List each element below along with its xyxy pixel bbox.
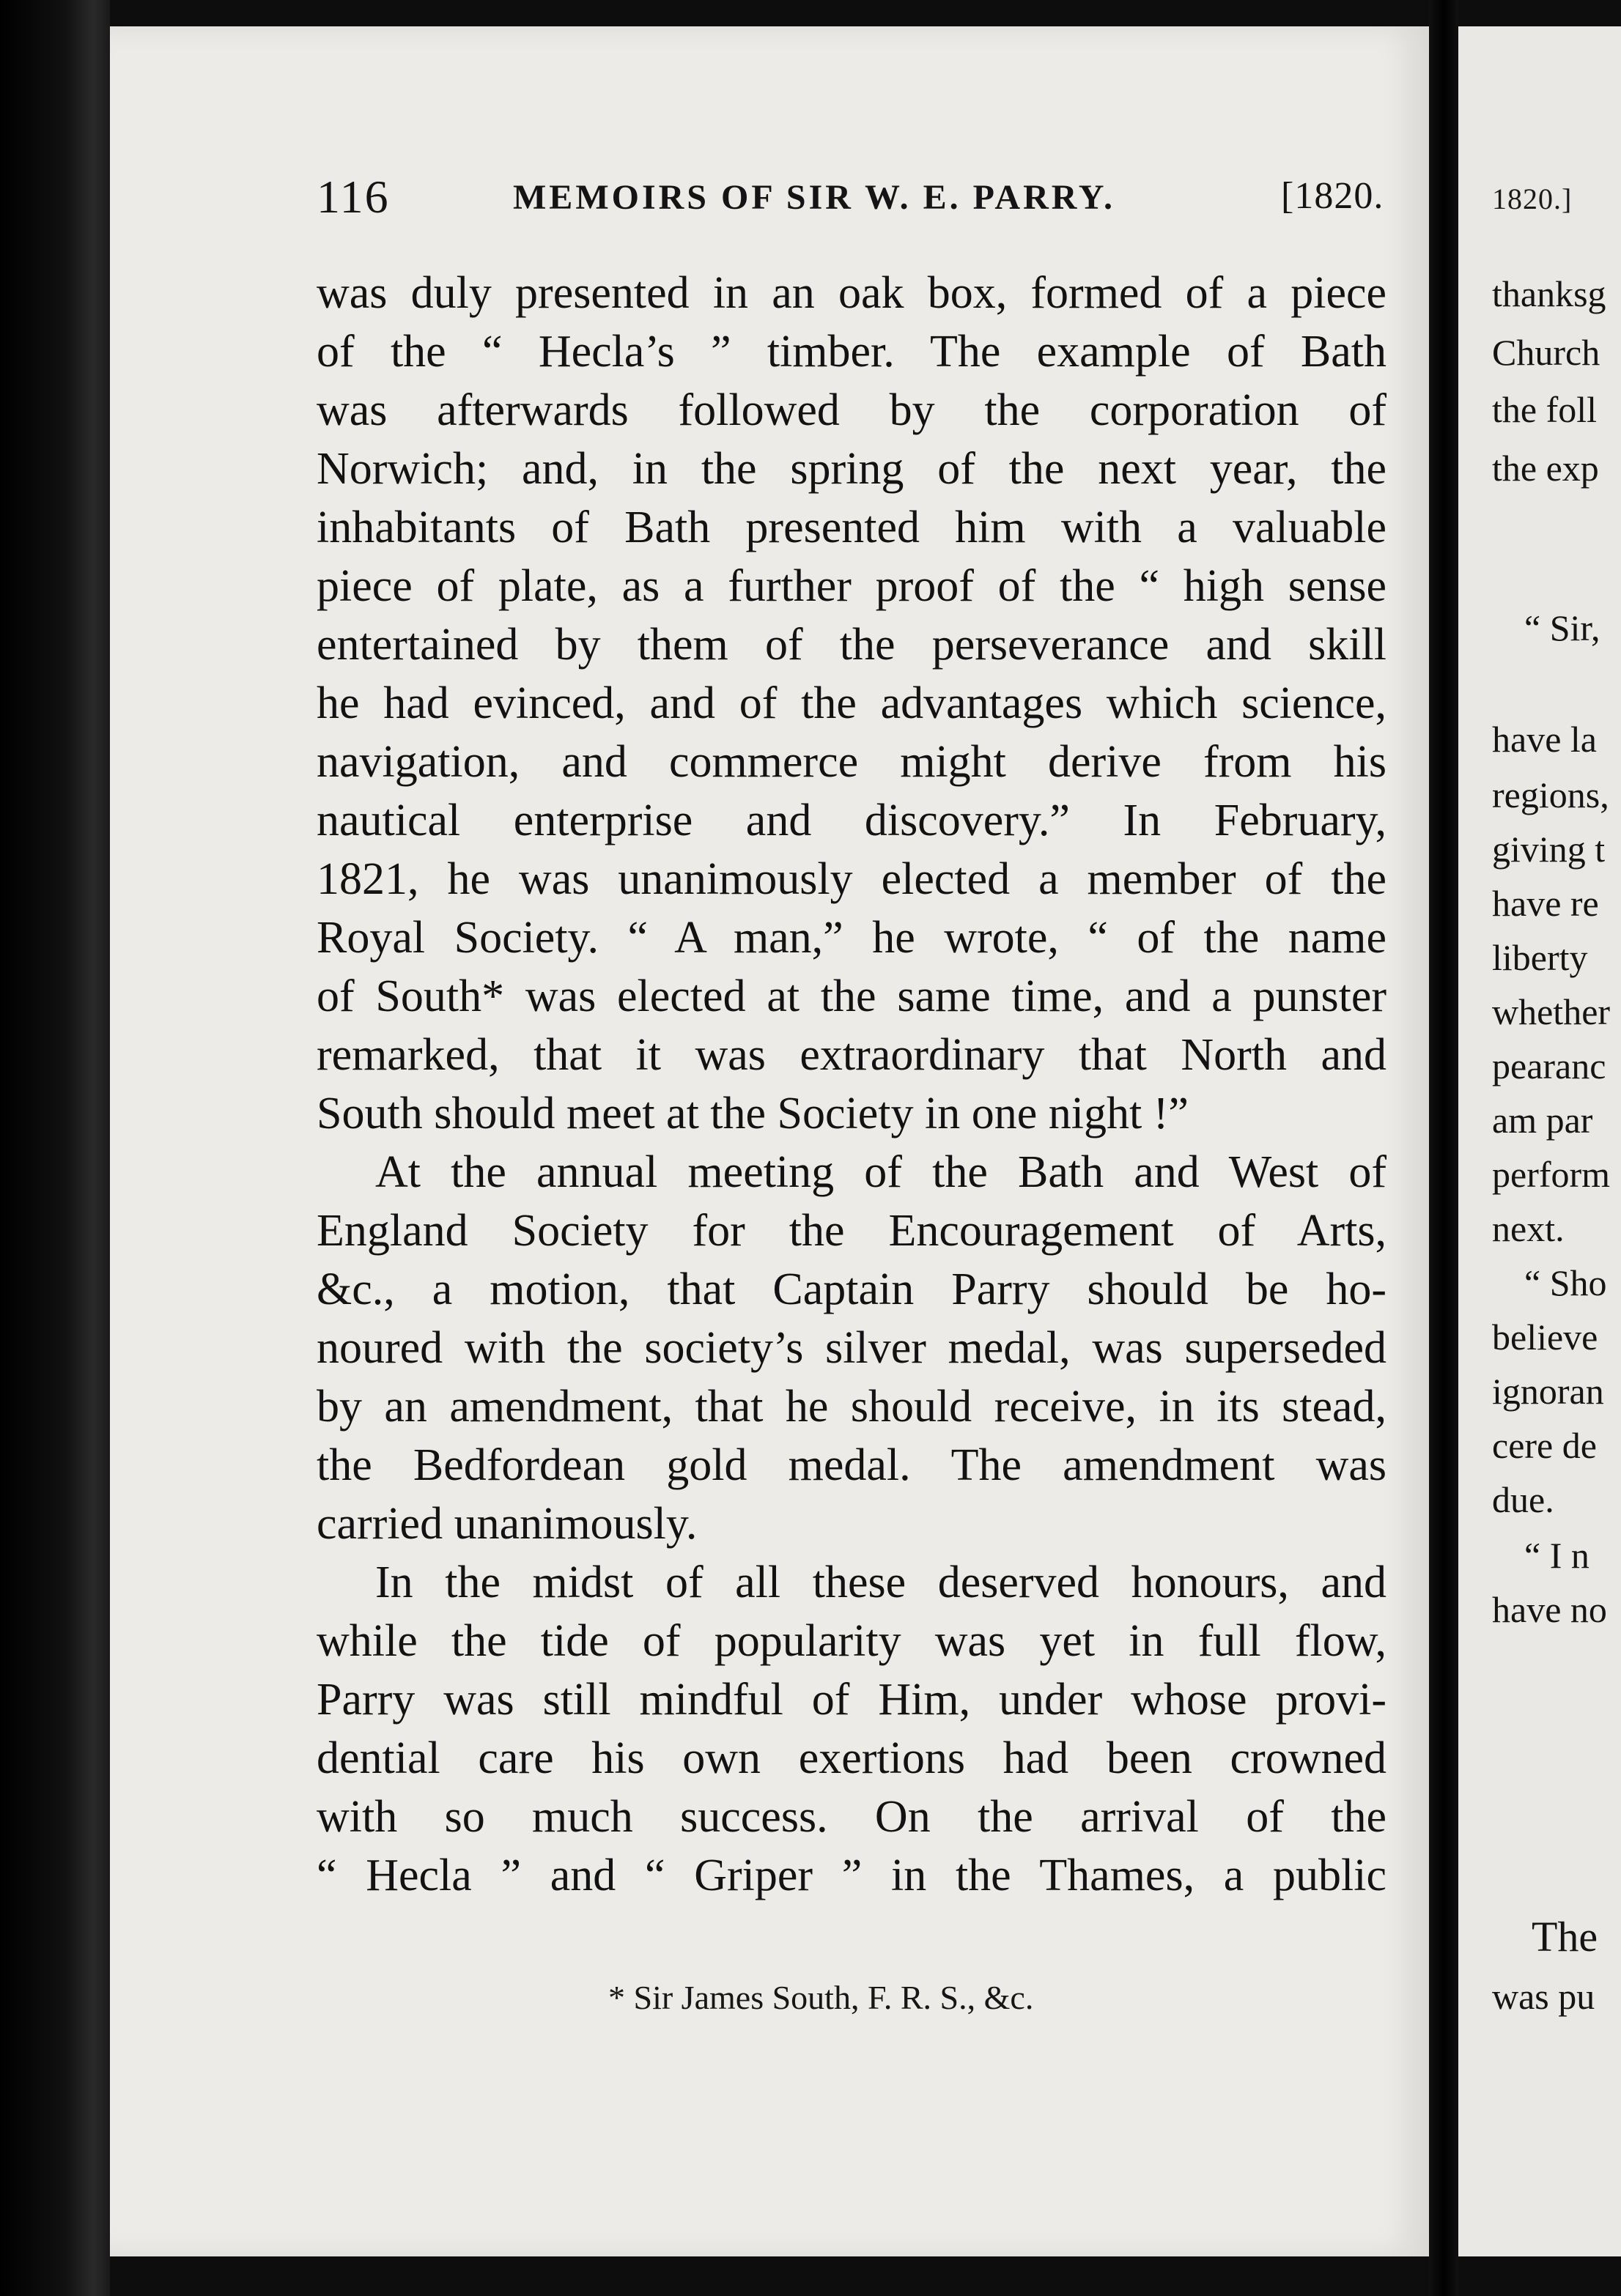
right-text-line: liberty (1492, 937, 1588, 978)
right-text-line: believe (1492, 1317, 1598, 1358)
text-line: Norwich; and, in the spring of the next year, the (317, 444, 1386, 494)
right-text-line: whether (1492, 991, 1611, 1032)
book-edge (0, 0, 110, 2296)
text-line: piece of plate, as a further proof of the “ high sense (317, 561, 1386, 611)
text-line: In the midst of all these deserved honours, and (375, 1558, 1386, 1607)
text-line: &c., a motion, that Captain Parry should be ho- (317, 1264, 1386, 1314)
right-text-line: Church (1492, 332, 1600, 373)
right-text-line: the foll (1492, 389, 1598, 430)
text-line: England Society for the Encouragement of Arts, (317, 1206, 1386, 1256)
text-line: Parry was still mindful of Him, under whose provi- (317, 1675, 1386, 1725)
running-title: MEMOIRS OF SIR W. E. PARRY. (513, 178, 1115, 217)
text-line: nautical enterprise and discovery.” In February, (317, 796, 1386, 845)
right-text-line: The (1532, 1913, 1598, 1960)
text-line: by an amendment, that he should receive, in its stead, (317, 1382, 1386, 1432)
text-line: carried unanimously. (317, 1499, 698, 1549)
running-head (205, 170, 1384, 229)
text-line: “ Hecla ” and “ Griper ” in the Thames, a public (317, 1851, 1386, 1900)
text-line: 1821, he was unanimously elected a member of the (317, 854, 1386, 904)
right-text-line: regions, (1492, 774, 1609, 815)
body-text (317, 264, 1386, 1905)
text-line: was duly presented in an oak box, formed of a piece (317, 268, 1386, 318)
right-text-line: next. (1492, 1208, 1565, 1249)
right-running-year: 1820.] (1492, 182, 1573, 215)
text-line: of South* was elected at the same time, and a punster (317, 971, 1386, 1021)
right-text-line: giving t (1492, 829, 1606, 870)
right-text-line: thanksg (1492, 273, 1606, 314)
right-text-line: have re (1492, 883, 1599, 924)
text-line: was afterwards followed by the corporation of (317, 385, 1386, 435)
text-line: South should meet at the Society in one night !” (317, 1089, 1189, 1138)
right-text-line: cere de (1492, 1425, 1597, 1466)
page-gutter (1429, 0, 1458, 2296)
footnote: * Sir James South, F. R. S., &c. (608, 1979, 1034, 2016)
right-text-line: have la (1492, 719, 1597, 760)
right-text-line: pearanc (1492, 1045, 1606, 1086)
right-text-line: ignoran (1492, 1371, 1604, 1412)
text-line: remarked, that it was extraordinary that North and (317, 1030, 1386, 1080)
text-line: navigation, and commerce might derive from his (317, 737, 1386, 787)
right-text-line: due. (1492, 1479, 1554, 1520)
text-line: entertained by them of the perseverance and skill (317, 620, 1386, 670)
text-line: the Bedfordean gold medal. The amendment was (317, 1440, 1386, 1490)
right-text-line: perform (1492, 1154, 1611, 1195)
right-text-line: am par (1492, 1100, 1593, 1141)
right-text-line: have no (1492, 1589, 1607, 1630)
text-line: of the “ Hecla’s ” timber. The example of Bath (317, 327, 1386, 377)
text-line: At the annual meeting of the Bath and West of (375, 1147, 1386, 1197)
text-line: inhabitants of Bath presented him with a valuable (317, 503, 1386, 552)
page-number: 116 (317, 171, 390, 223)
text-line: with so much success. On the arrival of the (317, 1792, 1386, 1842)
right-text-line: was pu (1492, 1976, 1595, 2017)
text-line: noured with the society’s silver medal, was superseded (317, 1323, 1386, 1373)
running-year: [1820. (1281, 175, 1384, 217)
right-text-line: the exp (1492, 448, 1599, 489)
text-line: while the tide of popularity was yet in full flow, (317, 1616, 1386, 1666)
text-line: he had evinced, and of the advantages which science, (317, 678, 1386, 728)
text-line: dential care his own exertions had been crowned (317, 1733, 1386, 1783)
right-text-line: “ Sir, (1524, 607, 1600, 648)
right-text-line: “ Sho (1524, 1262, 1607, 1303)
right-text-line: “ I n (1524, 1535, 1589, 1576)
text-line: Royal Society. “ A man,” he wrote, “ of the name (317, 913, 1386, 963)
